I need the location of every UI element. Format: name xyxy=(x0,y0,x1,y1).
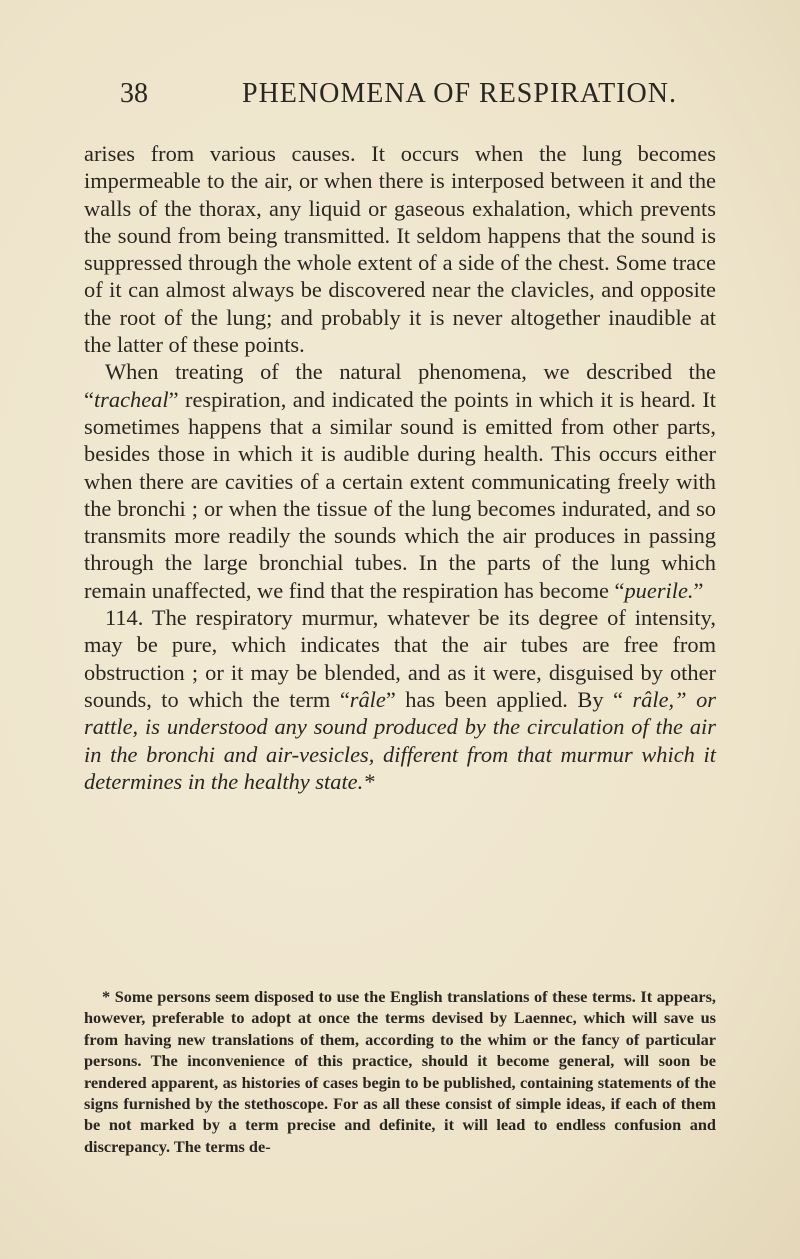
term-tracheal: tracheal xyxy=(93,386,169,412)
term-rale: râle xyxy=(349,686,386,712)
paragraph-2 xyxy=(84,358,716,604)
paragraph-3-text-a: 114. The respiratory murmur, whatever be its degree of intensity, may be pure, which indicates that the air tubes are free from obstruction ; or it may be blended, and as it were, disguised by other sounds, to which the term “ xyxy=(84,605,716,712)
rale-definition: râle,” or rattle, is understood any sound produced by the circulation of the air in the bronchi and air-vesicles, different from that murmur which it determines in the healthy state.* xyxy=(84,686,716,794)
paragraph-2-text-c: ” xyxy=(693,577,704,603)
paragraph-1: arises from various causes. It occurs when the lung becomes impermeable to the air, or when there is interposed between it and the walls of the thorax, any liquid or gaseous exhalation, which prevents the sound from being transmitted. It seldom happens that the sound is suppressed through the whole extent of a side of the chest. Some trace of it can almost always be discovered near the clavicles, and opposite the root of the lung; and probably it is never altogether inaudible at the latter of these points. xyxy=(84,141,716,358)
main-text xyxy=(84,140,716,795)
paragraph-2-text-b: ” respiration, and indicated the points in which it is heard. It sometimes happens that a similar sound is emitted from other parts, besides those in which it is audible during health. This occurs either when there are cavities of a certain extent communicating freely with the bronchi ; or when the tissue of the lung becomes indurated, and so transmits more readily the sounds which the air produces in passing through the large bronchial tubes. In the parts of the lung which remain unaffected, we find that the respiration has become “ xyxy=(84,386,716,603)
footnote: * Some persons seem disposed to use the English translations of these terms. It appears, however, preferable to adopt at once the terms devised by Laennec, which will save us from having new translations of them, according to the whim or the fancy of particular persons. The inconvenience of this practice, should it become general, will soon be rendered apparent, as histories of cases begin to be published, containing statements of the signs furnished by the stethoscope. For as all these consist of simple ideas, if each of them be not marked by a term precise and definite, it will lead to endless confusion and discrepancy. The terms de- xyxy=(84,987,716,1156)
term-puerile: puerile. xyxy=(624,577,694,603)
page-number: 38 xyxy=(120,78,148,109)
paragraph-3 xyxy=(84,604,716,795)
paragraph-2-text-a: When treating of the natural phenomena, we described the “ xyxy=(84,359,716,412)
running-head: PHENOMENA OF RESPIRATION. xyxy=(242,78,677,109)
paragraph-3-text-b: ” has been applied. By “ xyxy=(385,686,633,712)
page-header xyxy=(120,76,720,112)
